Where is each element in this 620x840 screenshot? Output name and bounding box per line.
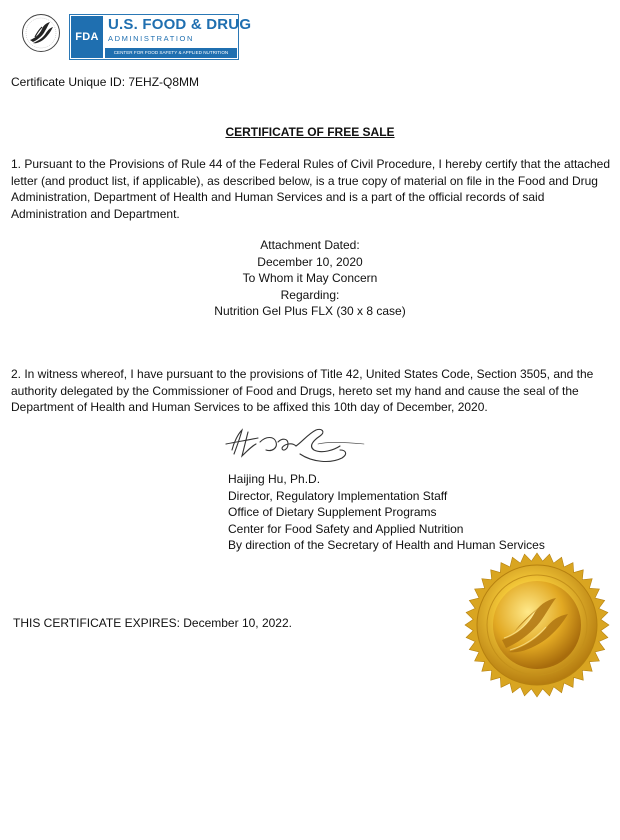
paragraph-1: 1. Pursuant to the Provisions of Rule 44 of the Federal Rules of Civil Procedure, I hereby certify that the attached letter (and product list, if applicable), as described below, is a true copy of material on file in the Food and Drug Administration, Department of Health and Human Services and is a part of the official records of said Administration and Department. <box>11 157 610 221</box>
attachment-product: Nutrition Gel Plus FLX (30 x 8 case) <box>214 304 406 318</box>
signer-office: Office of Dietary Supplement Programs <box>228 505 437 519</box>
attachment-dated-label: Attachment Dated: <box>260 238 360 252</box>
attachment-regarding-label: Regarding: <box>280 287 340 302</box>
certificate-title: CERTIFICATE OF FREE SALE <box>225 125 395 139</box>
attachment-recipient: To Whom it May Concern <box>242 271 378 285</box>
paragraph-2: 2. In witness whereof, I have pursuant to the provisions of Title 42, United States Code, Section 3505, and the authority delegated by the Commissioner of Food and Drugs, hereto set my hand and cause the seal of the Department of Health and Human Services to be affixed this 10th day of December, 2020. <box>11 367 594 414</box>
fda-center-strip: CENTER FOR FOOD SAFETY & APPLIED NUTRITION <box>105 48 237 58</box>
signer-center: Center for Food Safety and Applied Nutrition <box>228 521 464 536</box>
fda-subtitle: ADMINISTRATION <box>108 34 195 43</box>
signer-block <box>228 471 545 554</box>
signer-direction: By direction of the Secretary of Health and Human Services <box>228 538 545 552</box>
fda-box: FDA <box>71 16 103 58</box>
gold-seal-icon <box>464 552 610 698</box>
fda-title: U.S. FOOD & DRUG <box>108 16 252 33</box>
signer-name: Haijing Hu, Ph.D. <box>228 472 321 486</box>
hhs-eagle-icon <box>21 13 61 53</box>
certificate-id: Certificate Unique ID: 7EHZ-Q8MM <box>11 75 200 89</box>
attachment-date: December 10, 2020 <box>257 254 363 269</box>
handwritten-signature <box>222 420 372 470</box>
expiration-notice: THIS CERTIFICATE EXPIRES: December 10, 2022. <box>13 616 292 630</box>
signer-title: Director, Regulatory Implementation Staff <box>228 488 448 503</box>
fda-logo <box>69 14 252 60</box>
attachment-block <box>0 237 620 320</box>
